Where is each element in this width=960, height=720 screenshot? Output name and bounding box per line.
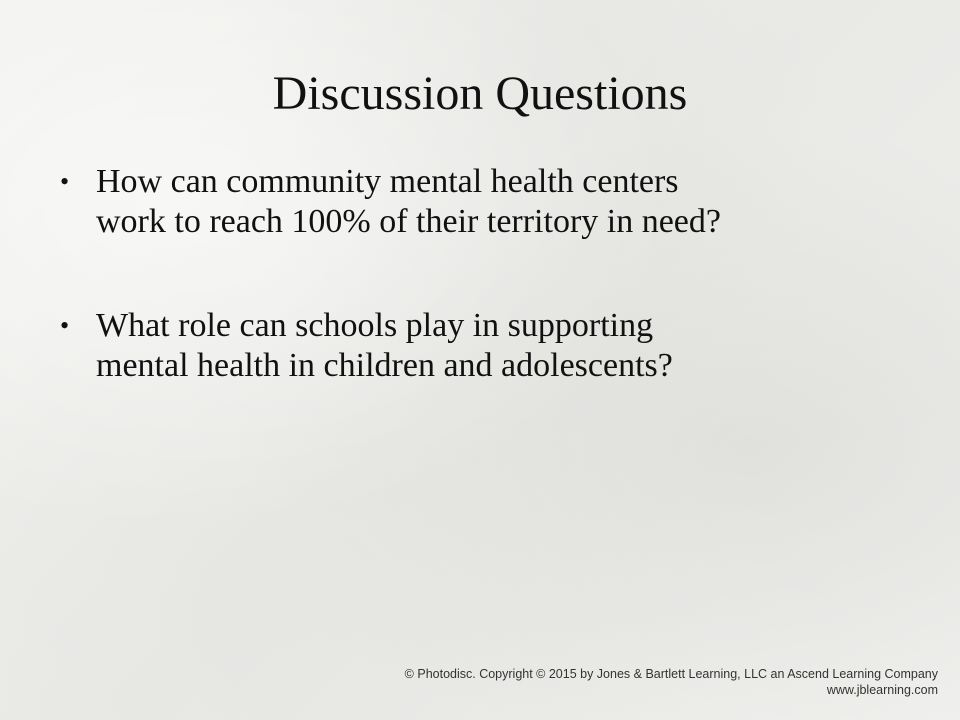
bullet-dot-icon: • bbox=[60, 167, 70, 196]
bullet-item-2 bbox=[60, 306, 920, 386]
copyright-text: © Photodisc. Copyright © 2015 by Jones & Bartlett Learning, LLC an Ascend Learning Company bbox=[404, 667, 938, 681]
bullet-item-1 bbox=[60, 162, 920, 242]
bullet-dot-icon: • bbox=[60, 311, 70, 340]
bullet-text-line: mental health in children and adolescents? bbox=[96, 347, 673, 384]
bullet-text-line: What role can schools play in supporting bbox=[96, 307, 654, 344]
bullet-text-line: How can community mental health centers bbox=[96, 163, 679, 200]
bullet-text-line: work to reach 100% of their territory in need? bbox=[96, 203, 721, 240]
bullet-list bbox=[60, 162, 920, 450]
publisher-url: www.jblearning.com bbox=[826, 683, 938, 697]
copyright-footer bbox=[405, 666, 938, 698]
slide-title: Discussion Questions bbox=[272, 67, 688, 120]
